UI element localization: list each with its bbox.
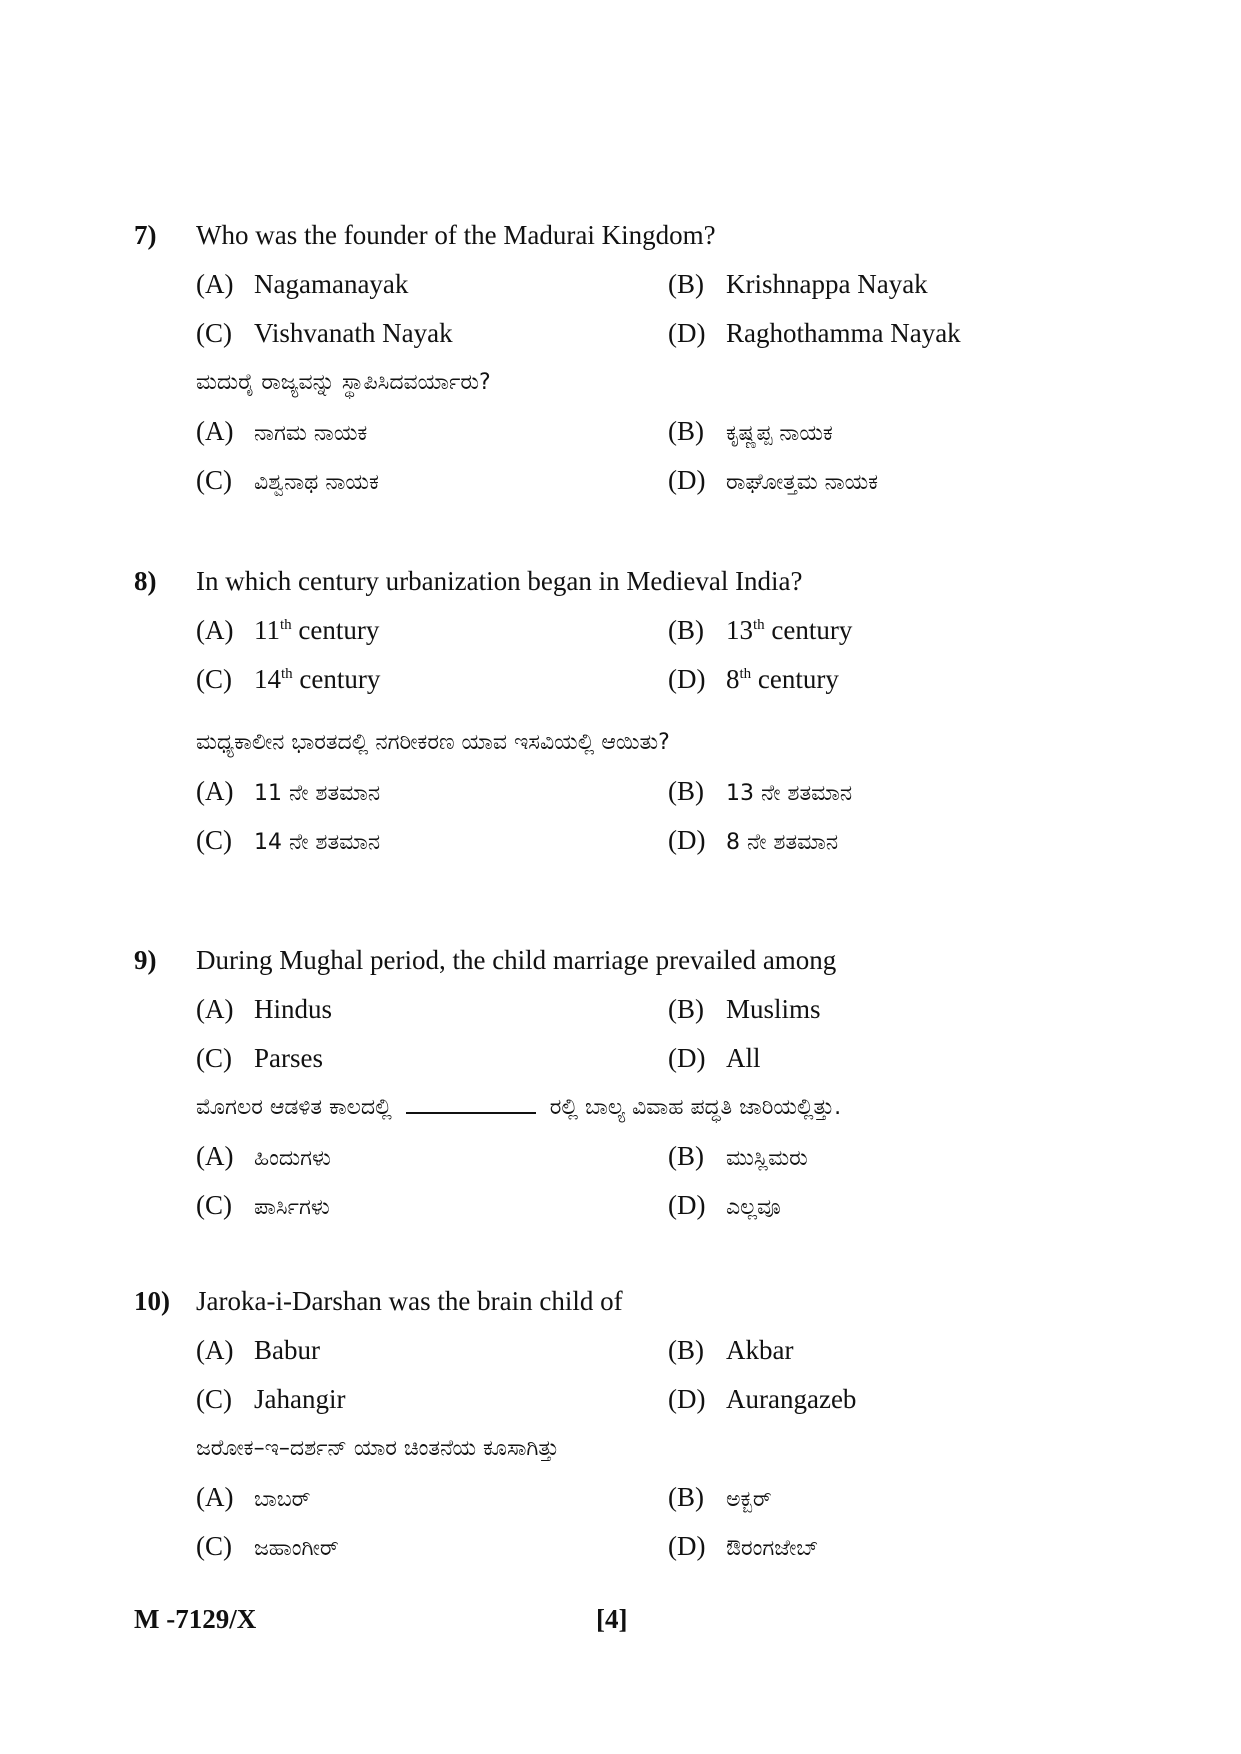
option-b-kannada: (B) ಕೃಷ್ಣಪ್ಪ ನಾಯಕ: [668, 416, 833, 446]
options-row-kannada: [134, 1473, 1114, 1522]
option-a-kannada: (A) 11 ನೇ ಶತಮಾನ: [196, 776, 381, 806]
question-text: In which century urbanization began in Medieval India?: [196, 566, 803, 596]
question-text-kannada: ಮೊಗಲರ ಆಡಳಿತ ಕಾಲದಲ್ಲಿ ರಲ್ಲಿ ಬಾಲ್ಯ ವಿವಾಹ ಪದ್ಧತಿ ಜಾರಿಯಲ್ಲಿತ್ತು.: [196, 1083, 841, 1132]
options-row-kannada: [134, 407, 1114, 456]
option-d: (D) Aurangazeb: [668, 1384, 857, 1414]
options-row: [134, 606, 1114, 655]
question-text-kannada: ಜರೋಕ–ಇ–ದರ್ಶನ್ ಯಾರ ಚಿಂತನೆಯ ಕೂಸಾಗಿತ್ತು: [196, 1436, 559, 1461]
question-number: 8): [134, 566, 157, 596]
option-c: (C) Vishvanath Nayak: [196, 318, 453, 348]
option-d: (D) 8th century: [668, 664, 839, 694]
options-row: [134, 985, 1114, 1034]
question-7-english: [134, 210, 1114, 260]
option-d-kannada: (D) ಎಲ್ಲವೂ: [668, 1190, 781, 1220]
question-10: [134, 1276, 1114, 1571]
options-row-kannada: [134, 456, 1114, 505]
question-10-english: [134, 1276, 1114, 1326]
option-b: (B) Muslims: [668, 994, 821, 1024]
option-a-kannada: (A) ಬಾಬರ್: [196, 1482, 311, 1512]
option-c-kannada: (C) 14 ನೇ ಶತಮಾನ: [196, 825, 381, 855]
option-b: (B) Akbar: [668, 1335, 794, 1365]
option-d: (D) All: [668, 1043, 761, 1073]
question-10-kannada: [134, 1424, 1114, 1473]
option-b: (B) 13th century: [668, 615, 853, 645]
option-c: (C) Jahangir: [196, 1384, 346, 1414]
options-row: [134, 1326, 1114, 1375]
option-d-kannada: (D) ಔರಂಗಜೇಬ್: [668, 1531, 819, 1561]
option-c-kannada: (C) ಪಾರ್ಸಿಗಳು: [196, 1190, 330, 1220]
options-row: [134, 1034, 1114, 1083]
option-c-kannada: (C) ವಿಶ್ವನಾಥ ನಾಯಕ: [196, 465, 379, 495]
options-row-kannada: [134, 1522, 1114, 1571]
option-b-kannada: (B) 13 ನೇ ಶತಮಾನ: [668, 776, 853, 806]
options-row: [134, 655, 1114, 704]
options-row: [134, 1375, 1114, 1424]
option-d: (D) Raghothamma Nayak: [668, 318, 961, 348]
option-a: (A) 11th century: [196, 615, 380, 645]
option-d-kannada: (D) ರಾಘೋತ್ತಮ ನಾಯಕ: [668, 465, 879, 495]
question-8-english: [134, 556, 1114, 606]
question-8-kannada: [134, 718, 1114, 767]
question-9-kannada: [134, 1083, 1114, 1132]
question-text: Who was the founder of the Madurai Kingdom?: [196, 220, 716, 250]
option-a-kannada: (A) ನಾಗಮ ನಾಯಕ: [196, 416, 368, 446]
question-7-kannada: [134, 358, 1114, 407]
question-text-kannada: ಮದುರೈ ರಾಜ್ಯವನ್ನು ಸ್ಥಾಪಿಸಿದವರ್ಯಾರು?: [196, 370, 491, 395]
question-text: Jaroka-i-Darshan was the brain child of: [196, 1286, 623, 1316]
question-text: During Mughal period, the child marriage prevailed among: [196, 945, 837, 975]
option-d-kannada: (D) 8 ನೇ ಶತಮಾನ: [668, 825, 839, 855]
options-row-kannada: [134, 1132, 1114, 1181]
question-9-english: [134, 935, 1114, 985]
paper-code: M -7129/X: [134, 1604, 257, 1634]
question-9: [134, 935, 1114, 1230]
options-row-kannada: [134, 816, 1114, 865]
question-number: 7): [134, 220, 157, 250]
question-8: [134, 556, 1114, 865]
option-b: (B) Krishnappa Nayak: [668, 269, 928, 299]
option-c: (C) Parses: [196, 1043, 323, 1073]
option-c: (C) 14th century: [196, 664, 381, 694]
question-7: [134, 210, 1114, 505]
option-a: (A) Nagamanayak: [196, 269, 409, 299]
option-a: (A) Hindus: [196, 994, 333, 1024]
question-text-kannada: ಮಧ್ಯಕಾಲೀನ ಭಾರತದಲ್ಲಿ ನಗರೀಕರಣ ಯಾವ ಇಸವಿಯಲ್ಲಿ ಆಯಿತು?: [196, 730, 670, 755]
option-a: (A) Babur: [196, 1335, 320, 1365]
options-row-kannada: [134, 1181, 1114, 1230]
question-number: 10): [134, 1286, 170, 1316]
option-a-kannada: (A) ಹಿಂದುಗಳು: [196, 1141, 331, 1171]
options-row: [134, 309, 1114, 358]
option-b-kannada: (B) ಮುಸ್ಲಿಮರು: [668, 1141, 808, 1171]
option-b-kannada: (B) ಅಕ್ಬರ್: [668, 1482, 772, 1512]
fill-in-blank: [406, 1090, 536, 1114]
options-row-kannada: [134, 767, 1114, 816]
option-c-kannada: (C) ಜಹಾಂಗೀರ್: [196, 1531, 339, 1561]
question-number: 9): [134, 945, 157, 975]
options-row: [134, 260, 1114, 309]
page-number: [4]: [596, 1604, 628, 1634]
